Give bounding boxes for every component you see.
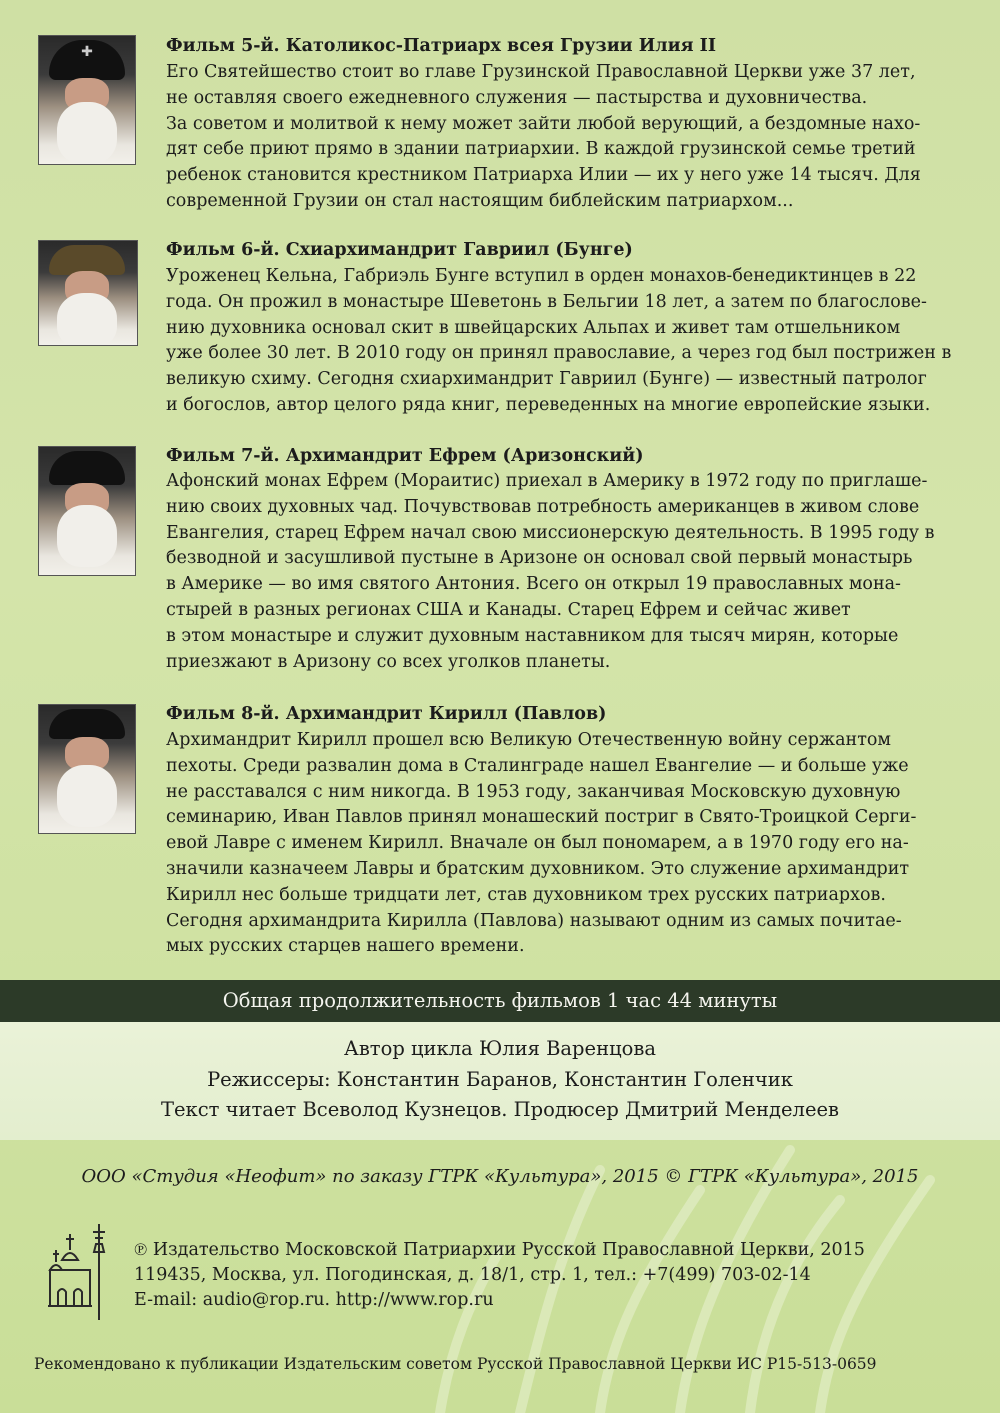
duration-banner: Общая продолжительность фильмов 1 час 44 минуты	[0, 980, 1000, 1022]
film-5-title: Фильм 5-й. Католикос-Патриарх всея Грузии Илия II	[166, 36, 717, 56]
publisher-contacts: E-mail: audio@rop.ru. http://www.rop.ru	[134, 1290, 494, 1310]
studio-copyright: ООО «Студия «Неофит» по заказу ГТРК «Культура», 2015 © ГТРК «Культура», 2015	[81, 1166, 919, 1187]
patriarch-ilia-portrait: ✚	[38, 35, 136, 165]
film-5-description: Его Святейшество стоит во главе Грузинской Православной Церкви уже 37 лет, не оставляя своего ежедневного служения — пастырства и духовничества. За советом и молитвой к нему может зайти любой верующий, а бездомные нахо- дят себе приют прямо в здании патриархии. В каждой грузинской семье третий ребенок становится крестником Патриарха Илии — их у него уже 14 тысяч. Для современной Грузии он стал настоящим библейским патриархом...	[166, 62, 921, 211]
publisher-church-logo	[44, 1222, 114, 1322]
kirill-pavlov-portrait	[38, 704, 136, 834]
directors-credit: Режиссеры: Константин Баранов, Константин Голенчик	[207, 1068, 793, 1091]
gavriil-bunge-portrait	[38, 240, 138, 346]
efrem-arizona-portrait	[38, 446, 136, 576]
film-7-title: Фильм 7-й. Архимандрит Ефрем (Аризонский)	[166, 446, 644, 466]
publisher-address: 119435, Москва, ул. Погодинская, д. 18/1, стр. 1, тел.: +7(499) 703-02-14	[134, 1265, 811, 1285]
film-6-title: Фильм 6-й. Схиархимандрит Гавриил (Бунге)	[166, 240, 633, 260]
narrator-producer-credit: Текст читает Всеволод Кузнецов. Продюсер Дмитрий Менделеев	[160, 1098, 840, 1121]
author-credit: Автор цикла Юлия Варенцова	[344, 1037, 656, 1060]
film-6-description: Уроженец Кельна, Габриэль Бунге вступил в орден монахов-бенедиктинцев в 22 года. Он прожил в монастыре Шеветонь в Бельгии 18 лет, а затем по благослове- нию духовника основал скит в швейцарских Альпах и живет там отшельником уже более 30 лет. В 2010 году он принял православие, а через год был пострижен в великую схиму. Сегодня схиархимандрит Гавриил (Бунге) — известный патролог и богослов, автор целого ряда книг, переведенных на многие европейские языки.	[166, 266, 952, 415]
film-8-description: Архимандрит Кирилл прошел всю Великую Отечественную войну сержантом пехоты. Среди развалин дома в Сталинграде нашел Евангелие — и больше уже не расставался с ним никогда. В 1953 году, заканчивая Московскую духовную семинарию, Иван Павлов принял монашеский постриг в Свято-Троицкой Серги- евой Лавре с именем Кирилл. Вначале он был пономарем, а в 1970 году его на- значили казначеем Лавры и братским духовником. Это служение архимандрит Кирилл нес больше тридцати лет, став духовником трех русских патриархов. Сегодня архимандрита Кирилла (Павлова) называют одним из самых почитае- мых русских старцев нашего времени.	[166, 730, 917, 957]
film-7-description: Афонский монах Ефрем (Мораитис) приехал в Америку в 1972 году по приглаше- нию своих духовных чад. Почувствовав потребность американцев в живом слове Евангелия, старец Ефрем начал свою миссионерскую деятельность. В 1995 году в безводной и засушливой пустыне в Аризоне он основал свой первый монастырь в Америке — во имя святого Антония. Всего он открыл 19 православных мона- стырей в разных регионах США и Канады. Старец Ефрем и сейчас живет в этом монастыре и служит духовным наставником для тысяч мирян, которые приезжают в Аризону со всех уголков планеты.	[166, 471, 935, 672]
film-8-title: Фильм 8-й. Архимандрит Кирилл (Павлов)	[166, 704, 607, 724]
publisher-line: ℗ Издательство Московской Патриархии Русской Православной Церкви, 2015	[134, 1240, 865, 1260]
recommendation-note: Рекомендовано к публикации Издательским советом Русской Православной Церкви ИС Р15-513-0659	[34, 1355, 877, 1373]
